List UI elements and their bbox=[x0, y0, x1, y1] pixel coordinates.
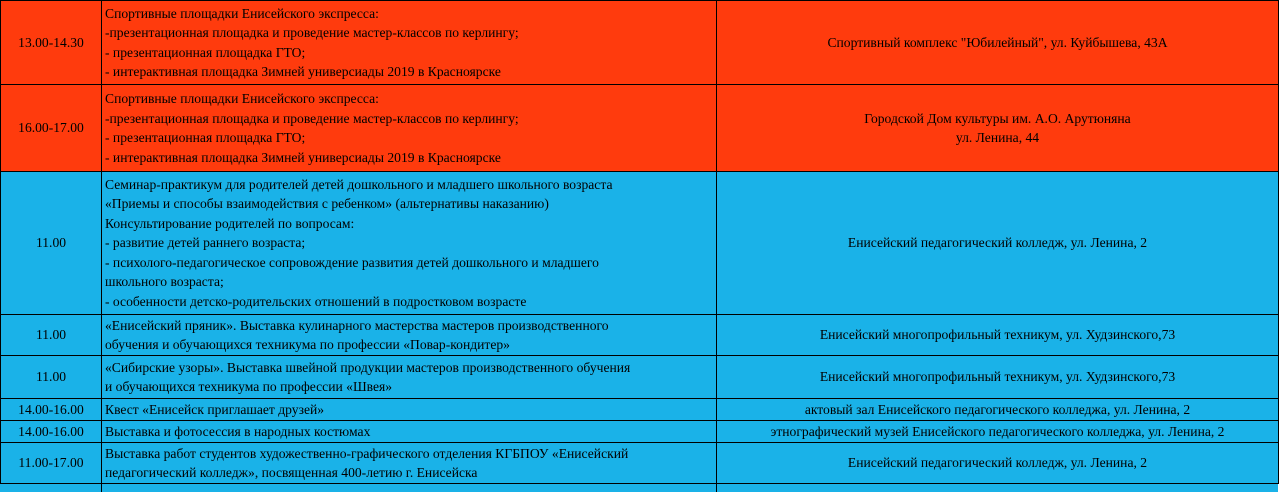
event-cell bbox=[102, 356, 717, 399]
event-cell bbox=[102, 315, 717, 356]
place-line: Городской Дом культуры им. А.О. Арутюняна bbox=[864, 110, 1131, 126]
event-cell bbox=[102, 399, 717, 421]
table-row bbox=[1, 172, 1279, 315]
time-cell: 14.00-16.00 bbox=[1, 399, 102, 421]
table-row bbox=[1, 399, 1279, 421]
event-line: «Сибирские узоры». Выставка швейной продукции мастеров производственного обучения bbox=[105, 359, 631, 375]
event-line: - особенности детско-родительских отношений в подростковом возрасте bbox=[105, 293, 527, 309]
event-line: педагогический колледж», посвященная 400-летию г. Енисейска bbox=[105, 465, 478, 480]
event-line: Выставка и фотосессия в народных костюмах bbox=[105, 423, 371, 439]
event-cell bbox=[102, 172, 717, 315]
place-cell bbox=[717, 85, 1279, 172]
time-cell: 14.00-16.00 bbox=[1, 421, 102, 443]
event-line: -презентационная площадка и проведение мастер-классов по керлингу; bbox=[105, 110, 519, 126]
event-line: Выставка работ студентов художественно-графического отделения КГБПОУ «Енисейский bbox=[105, 445, 629, 461]
event-line: - интерактивная площадка Зимней универсиады 2019 в Красноярске bbox=[105, 149, 501, 165]
event-line: - презентационная площадка ГТО; bbox=[105, 130, 306, 145]
table-row bbox=[1, 421, 1279, 443]
event-line: Семинар-практикум для родителей детей дошкольного и младшего школьного возраста bbox=[105, 176, 613, 192]
place-line: ул. Ленина, 44 bbox=[955, 130, 1040, 145]
place-line: Енисейский педагогический колледж, ул. Ленина, 2 bbox=[847, 235, 1148, 251]
place-cell bbox=[717, 356, 1279, 399]
place-line: Енисейский педагогический колледж, ул. Ленина, 2 bbox=[847, 455, 1148, 471]
event-cell bbox=[102, 421, 717, 443]
place-line: Енисейский многопрофильный техникум, ул. Худзинского,73 bbox=[819, 369, 1176, 385]
place-line: Енисейский многопрофильный техникум, ул. Худзинского,73 bbox=[819, 327, 1176, 343]
event-line: - интерактивная площадка Зимней универсиады 2019 в Красноярске bbox=[105, 64, 501, 79]
table-row bbox=[1, 443, 1279, 484]
event-line: - развитие детей раннего возраста; bbox=[105, 235, 306, 251]
event-line: «Приемы и способы взаимодействия с ребенком» (альтернативы наказанию) bbox=[105, 196, 549, 212]
place-line: актовый зал Енисейского педагогического колледжа, ул. Ленина, 2 bbox=[804, 401, 1191, 417]
event-line: Квест «Енисейск приглашает друзей» bbox=[105, 401, 325, 417]
time-cell: 16.00-17.00 bbox=[1, 85, 102, 172]
event-line: - презентационная площадка ГТО; bbox=[105, 44, 306, 60]
table-row bbox=[1, 1, 1279, 85]
event-cell bbox=[102, 85, 717, 172]
event-line: Консультирование родителей по вопросам: bbox=[105, 215, 355, 231]
event-cell bbox=[102, 443, 717, 484]
event-line: Спортивные площадки Енисейского экспресса: bbox=[105, 91, 379, 106]
table-row bbox=[1, 315, 1279, 356]
place-line: Спортивный комплекс "Юбилейный", ул. Куйбышева, 43А bbox=[827, 34, 1168, 50]
time-cell: 11.00-17.00 bbox=[1, 443, 102, 484]
event-line: Спортивные площадки Енисейского экспресса: bbox=[105, 5, 379, 21]
time-cell: 11.00 bbox=[1, 356, 102, 399]
event-line: обучения и обучающихся техникума по профессии «Повар-кондитер» bbox=[105, 337, 510, 352]
place-line: этнографический музей Енисейского педагогического колледжа, ул. Ленина, 2 bbox=[770, 423, 1225, 439]
place-cell bbox=[717, 399, 1279, 421]
time-cell: 13.00-14.30 bbox=[1, 1, 102, 85]
table-row bbox=[1, 356, 1279, 399]
time-cell: 11.00 bbox=[1, 315, 102, 356]
event-cell bbox=[102, 1, 717, 85]
event-line: и обучающихся техникума по профессии «Швея» bbox=[105, 379, 393, 394]
time-cell: 11.00 bbox=[1, 172, 102, 315]
table-row bbox=[1, 85, 1279, 172]
place-cell bbox=[717, 443, 1279, 484]
event-line: -презентационная площадка и проведение мастер-классов по керлингу; bbox=[105, 25, 519, 40]
place-cell bbox=[717, 315, 1279, 356]
place-cell bbox=[717, 172, 1279, 315]
place-cell bbox=[717, 1, 1279, 85]
event-line: школьного возраста; bbox=[105, 274, 224, 290]
event-line: - психолого-педагогическое сопровождение развития детей дошкольного и младшего bbox=[105, 254, 599, 270]
event-line: «Енисейский пряник». Выставка кулинарного мастерства мастеров производственного bbox=[105, 317, 609, 333]
place-cell bbox=[717, 421, 1279, 443]
